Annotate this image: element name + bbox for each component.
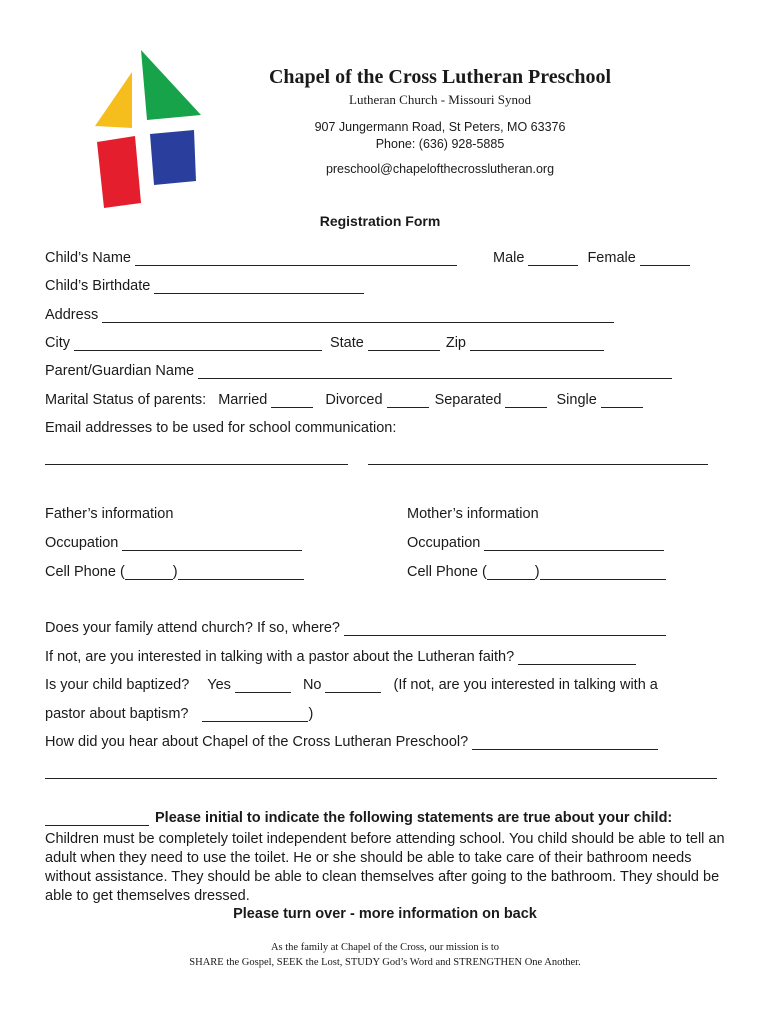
state-field[interactable]: [368, 338, 440, 351]
separated-field[interactable]: [505, 395, 547, 408]
no-label: No: [302, 677, 322, 693]
church-row: [45, 620, 672, 636]
pastor-row: [45, 649, 642, 665]
female-label: Female: [587, 250, 636, 266]
father-occupation-row: [45, 535, 308, 551]
mother-cell-field[interactable]: [540, 567, 666, 580]
parent-field[interactable]: [198, 366, 672, 379]
mother-area-code-field[interactable]: [487, 567, 535, 580]
logo-blue-block: [150, 130, 196, 185]
yes-label: Yes: [207, 677, 231, 693]
synod-line: Lutheran Church - Missouri Synod: [349, 92, 531, 107]
state-label: State: [329, 335, 364, 351]
school-name: Chapel of the Cross Lutheran Preschool: [268, 66, 612, 88]
father-area-code-field[interactable]: [125, 567, 173, 580]
church-field[interactable]: [344, 623, 666, 636]
hear-question: How did you hear about Chapel of the Cross Lutheran Preschool?: [45, 734, 469, 750]
email-label: Email addresses to be used for school communication:: [45, 420, 397, 436]
birthdate-row: [45, 278, 370, 294]
address-label: Address: [45, 307, 99, 323]
city-label: City: [45, 335, 70, 351]
mother-heading: Mother’s information: [407, 506, 539, 522]
turn-over-note: Please turn over - more information on back: [233, 906, 537, 922]
hear-field[interactable]: [472, 737, 658, 750]
school-phone: Phone: (636) 928-5885: [375, 137, 505, 151]
email-field-1[interactable]: [45, 464, 348, 465]
address-row: [45, 307, 620, 323]
logo-red-block: [97, 136, 141, 208]
logo-yellow-triangle: [95, 72, 132, 128]
toilet-paragraph: Children must be completely toilet independent before attending school. You child should be able to tell an adult when they need to use the toilet. He or she should be able to take care of their bathroom needs without assistance. They should be able to clean themselves after going to the bathroom. They should be able to get themselves dressed.: [45, 831, 725, 904]
email-row: [45, 420, 396, 436]
address-field[interactable]: [102, 310, 614, 323]
marital-label: Marital Status of parents:: [45, 392, 207, 408]
baptism-followup-2: pastor about baptism?: [45, 706, 189, 722]
marital-row: [45, 392, 649, 408]
baptism-followup-row: pastor about baptism? ): [45, 706, 314, 722]
male-label: Male: [493, 250, 525, 266]
married-field[interactable]: [271, 395, 313, 408]
male-field[interactable]: [528, 253, 578, 266]
yes-field[interactable]: [235, 680, 291, 693]
mission-line-2: SHARE the Gospel, SEEK the Lost, STUDY God’s Word and STRENGTHEN One Another.: [189, 957, 581, 968]
church-question: Does your family attend church? If so, where?: [45, 620, 340, 636]
baptized-question: Is your child baptized?: [45, 677, 190, 693]
baptism-followup-1: (If not, are you interested in talking with a: [393, 677, 658, 693]
initial-row: [45, 810, 672, 826]
pastor-field[interactable]: [518, 652, 636, 665]
divorced-label: Divorced: [325, 392, 383, 408]
no-field[interactable]: [325, 680, 381, 693]
father-cell-row: Cell Phone ( ): [45, 564, 304, 580]
school-address: 907 Jungermann Road, St Peters, MO 63376: [314, 120, 566, 134]
married-label: Married: [218, 392, 268, 408]
mother-occupation-field[interactable]: [484, 538, 664, 551]
initial-field[interactable]: [45, 813, 149, 826]
parent-label: Parent/Guardian Name: [45, 363, 195, 379]
child-name-label: Child’s Name: [45, 250, 131, 266]
father-cell-field[interactable]: [178, 567, 304, 580]
chapel-logo: [90, 45, 215, 215]
gender-row: [493, 250, 696, 266]
city-row: [45, 335, 610, 351]
zip-field[interactable]: [470, 338, 604, 351]
child-name-row: [45, 250, 463, 266]
father-heading: Father’s information: [45, 506, 174, 522]
baptized-row: [45, 677, 658, 693]
father-cell-label: Cell Phone (: [45, 564, 125, 580]
baptism-field[interactable]: [202, 709, 308, 722]
birthdate-field[interactable]: [154, 281, 364, 294]
hear-field-continued[interactable]: [45, 778, 717, 779]
single-label: Single: [556, 392, 597, 408]
father-occupation-field[interactable]: [122, 538, 302, 551]
initial-statement: Please initial to indicate the following statements are true about your child:: [155, 810, 673, 826]
single-field[interactable]: [601, 395, 643, 408]
mother-occupation-label: Occupation: [407, 535, 481, 551]
school-email: preschool@chapelofthecrosslutheran.org: [325, 162, 555, 176]
city-field[interactable]: [74, 338, 322, 351]
separated-label: Separated: [434, 392, 502, 408]
divorced-field[interactable]: [387, 395, 429, 408]
child-name-field[interactable]: [135, 253, 457, 266]
female-field[interactable]: [640, 253, 690, 266]
parent-row: [45, 363, 678, 379]
mother-cell-row: Cell Phone ( ): [407, 564, 666, 580]
birthdate-label: Child’s Birthdate: [45, 278, 151, 294]
mother-occupation-row: [407, 535, 670, 551]
form-title: Registration Form: [319, 213, 441, 229]
zip-label: Zip: [445, 335, 466, 351]
logo-green-triangle: [141, 50, 201, 120]
father-occupation-label: Occupation: [45, 535, 119, 551]
email-field-2[interactable]: [368, 464, 708, 465]
pastor-question: If not, are you interested in talking with a pastor about the Lutheran faith?: [45, 649, 515, 665]
mission-line-1: As the family at Chapel of the Cross, our mission is to: [270, 942, 500, 953]
mother-cell-label: Cell Phone (: [407, 564, 487, 580]
hear-row: [45, 734, 664, 750]
